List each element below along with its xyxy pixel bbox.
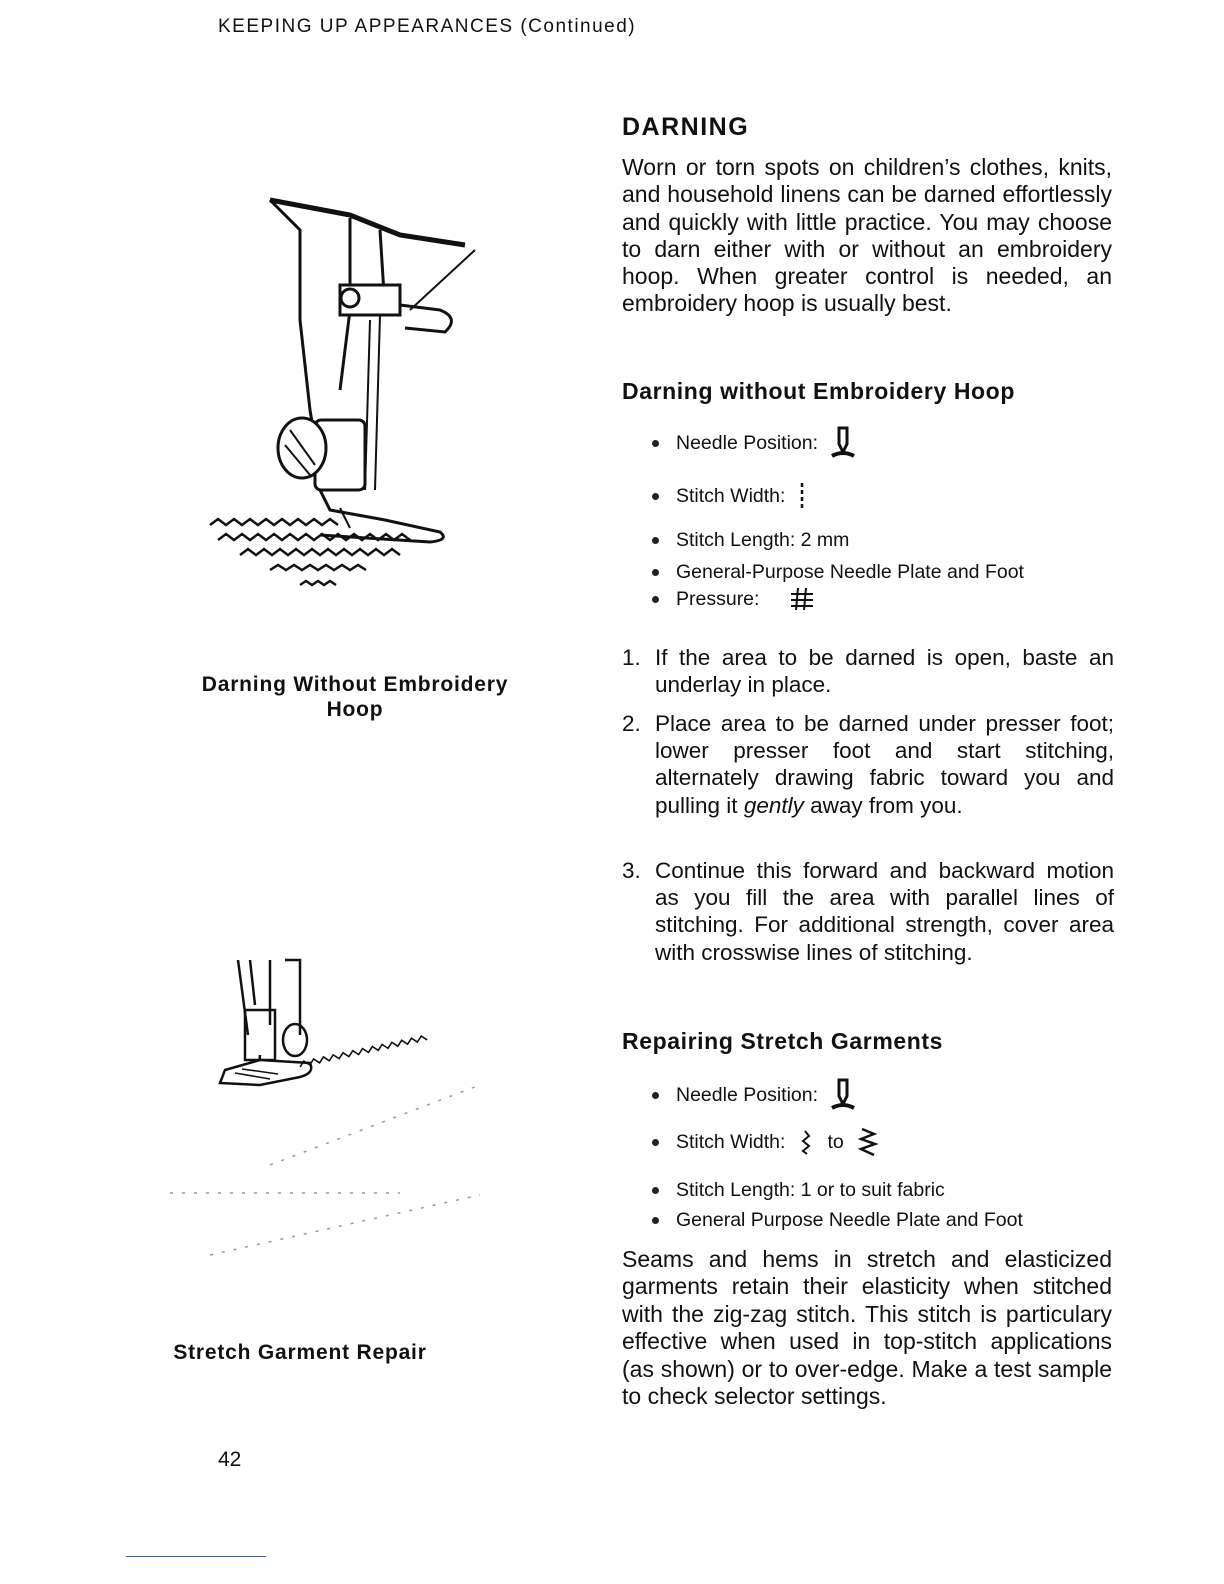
darning-illustration bbox=[200, 190, 490, 610]
running-head: KEEPING UP APPEARANCES (Continued) bbox=[218, 16, 637, 37]
darning-step-2: 2. Place area to be darned under presser foot; lower presser foot and start stitching, alternately drawing fabric toward you and pulling it gently away from you. bbox=[622, 711, 1114, 818]
setting-needle-position: Needle Position: bbox=[652, 426, 856, 460]
bullet-icon bbox=[652, 1217, 659, 1224]
needle-position-center-icon bbox=[830, 426, 856, 460]
setting-needle-plate: General-Purpose Needle Plate and Foot bbox=[652, 561, 1024, 584]
setting-pressure: Pressure: bbox=[652, 586, 815, 612]
darning-step-1: 1. If the area to be darned is open, baste an underlay in place. bbox=[622, 645, 1114, 698]
stretch-setting-stitch-length: Stitch Length: 1 or to suit fabric bbox=[652, 1179, 945, 1202]
bullet-icon bbox=[652, 569, 659, 576]
darning-intro: Worn or torn spots on children’s clothes, knits, and household linens can be darned effortlessly and quickly with little practice. You may choose to darn either with or without an embroidery hoop. When greater control is needed, an embroidery hoop is usually best. bbox=[622, 154, 1112, 317]
bullet-icon bbox=[652, 493, 659, 500]
stretch-heading: Repairing Stretch Garments bbox=[622, 1028, 944, 1054]
bullet-icon bbox=[652, 1092, 659, 1099]
figure-caption-darning: Darning Without Embroidery Hoop bbox=[201, 673, 509, 721]
bullet-icon bbox=[652, 440, 659, 447]
setting-stitch-length: Stitch Length: 2 mm bbox=[652, 529, 849, 552]
darning-heading: DARNING bbox=[622, 113, 750, 141]
straight-stitch-icon bbox=[797, 481, 807, 511]
figure-caption-stretch: Stretch Garment Repair bbox=[173, 1341, 427, 1364]
stretch-setting-stitch-width: Stitch Width: to bbox=[652, 1127, 878, 1157]
page-number: 42 bbox=[218, 1448, 242, 1471]
needle-position-center-icon bbox=[830, 1078, 856, 1112]
footer-rule bbox=[126, 1556, 266, 1557]
stretch-repair-illustration bbox=[150, 955, 500, 1295]
setting-stitch-width: Stitch Width: bbox=[652, 481, 807, 511]
darning-without-hoop-heading: Darning without Embroidery Hoop bbox=[622, 378, 1015, 404]
stretch-setting-needle-plate: General Purpose Needle Plate and Foot bbox=[652, 1209, 1023, 1232]
narrow-zigzag-icon bbox=[801, 1129, 811, 1155]
wide-zigzag-icon bbox=[858, 1127, 878, 1157]
stretch-body: Seams and hems in stretch and elasticized garments retain their elasticity when stitched with the zig-zag stitch. This stitch is particulary effective when used in top-stitch applications (as shown) or to over-edge. Make a test sample to check selector settings. bbox=[622, 1246, 1112, 1410]
bullet-icon bbox=[652, 1139, 659, 1146]
bullet-icon bbox=[652, 537, 659, 544]
pressure-darn-icon bbox=[789, 586, 815, 612]
stretch-setting-needle-position: Needle Position: bbox=[652, 1078, 856, 1112]
darning-step-3: 3. Continue this forward and backward motion as you fill the area with parallel lines of stitching. For additional strength, cover area with crosswise lines of stitching. bbox=[622, 858, 1114, 965]
bullet-icon bbox=[652, 1187, 659, 1194]
bullet-icon bbox=[652, 596, 659, 603]
